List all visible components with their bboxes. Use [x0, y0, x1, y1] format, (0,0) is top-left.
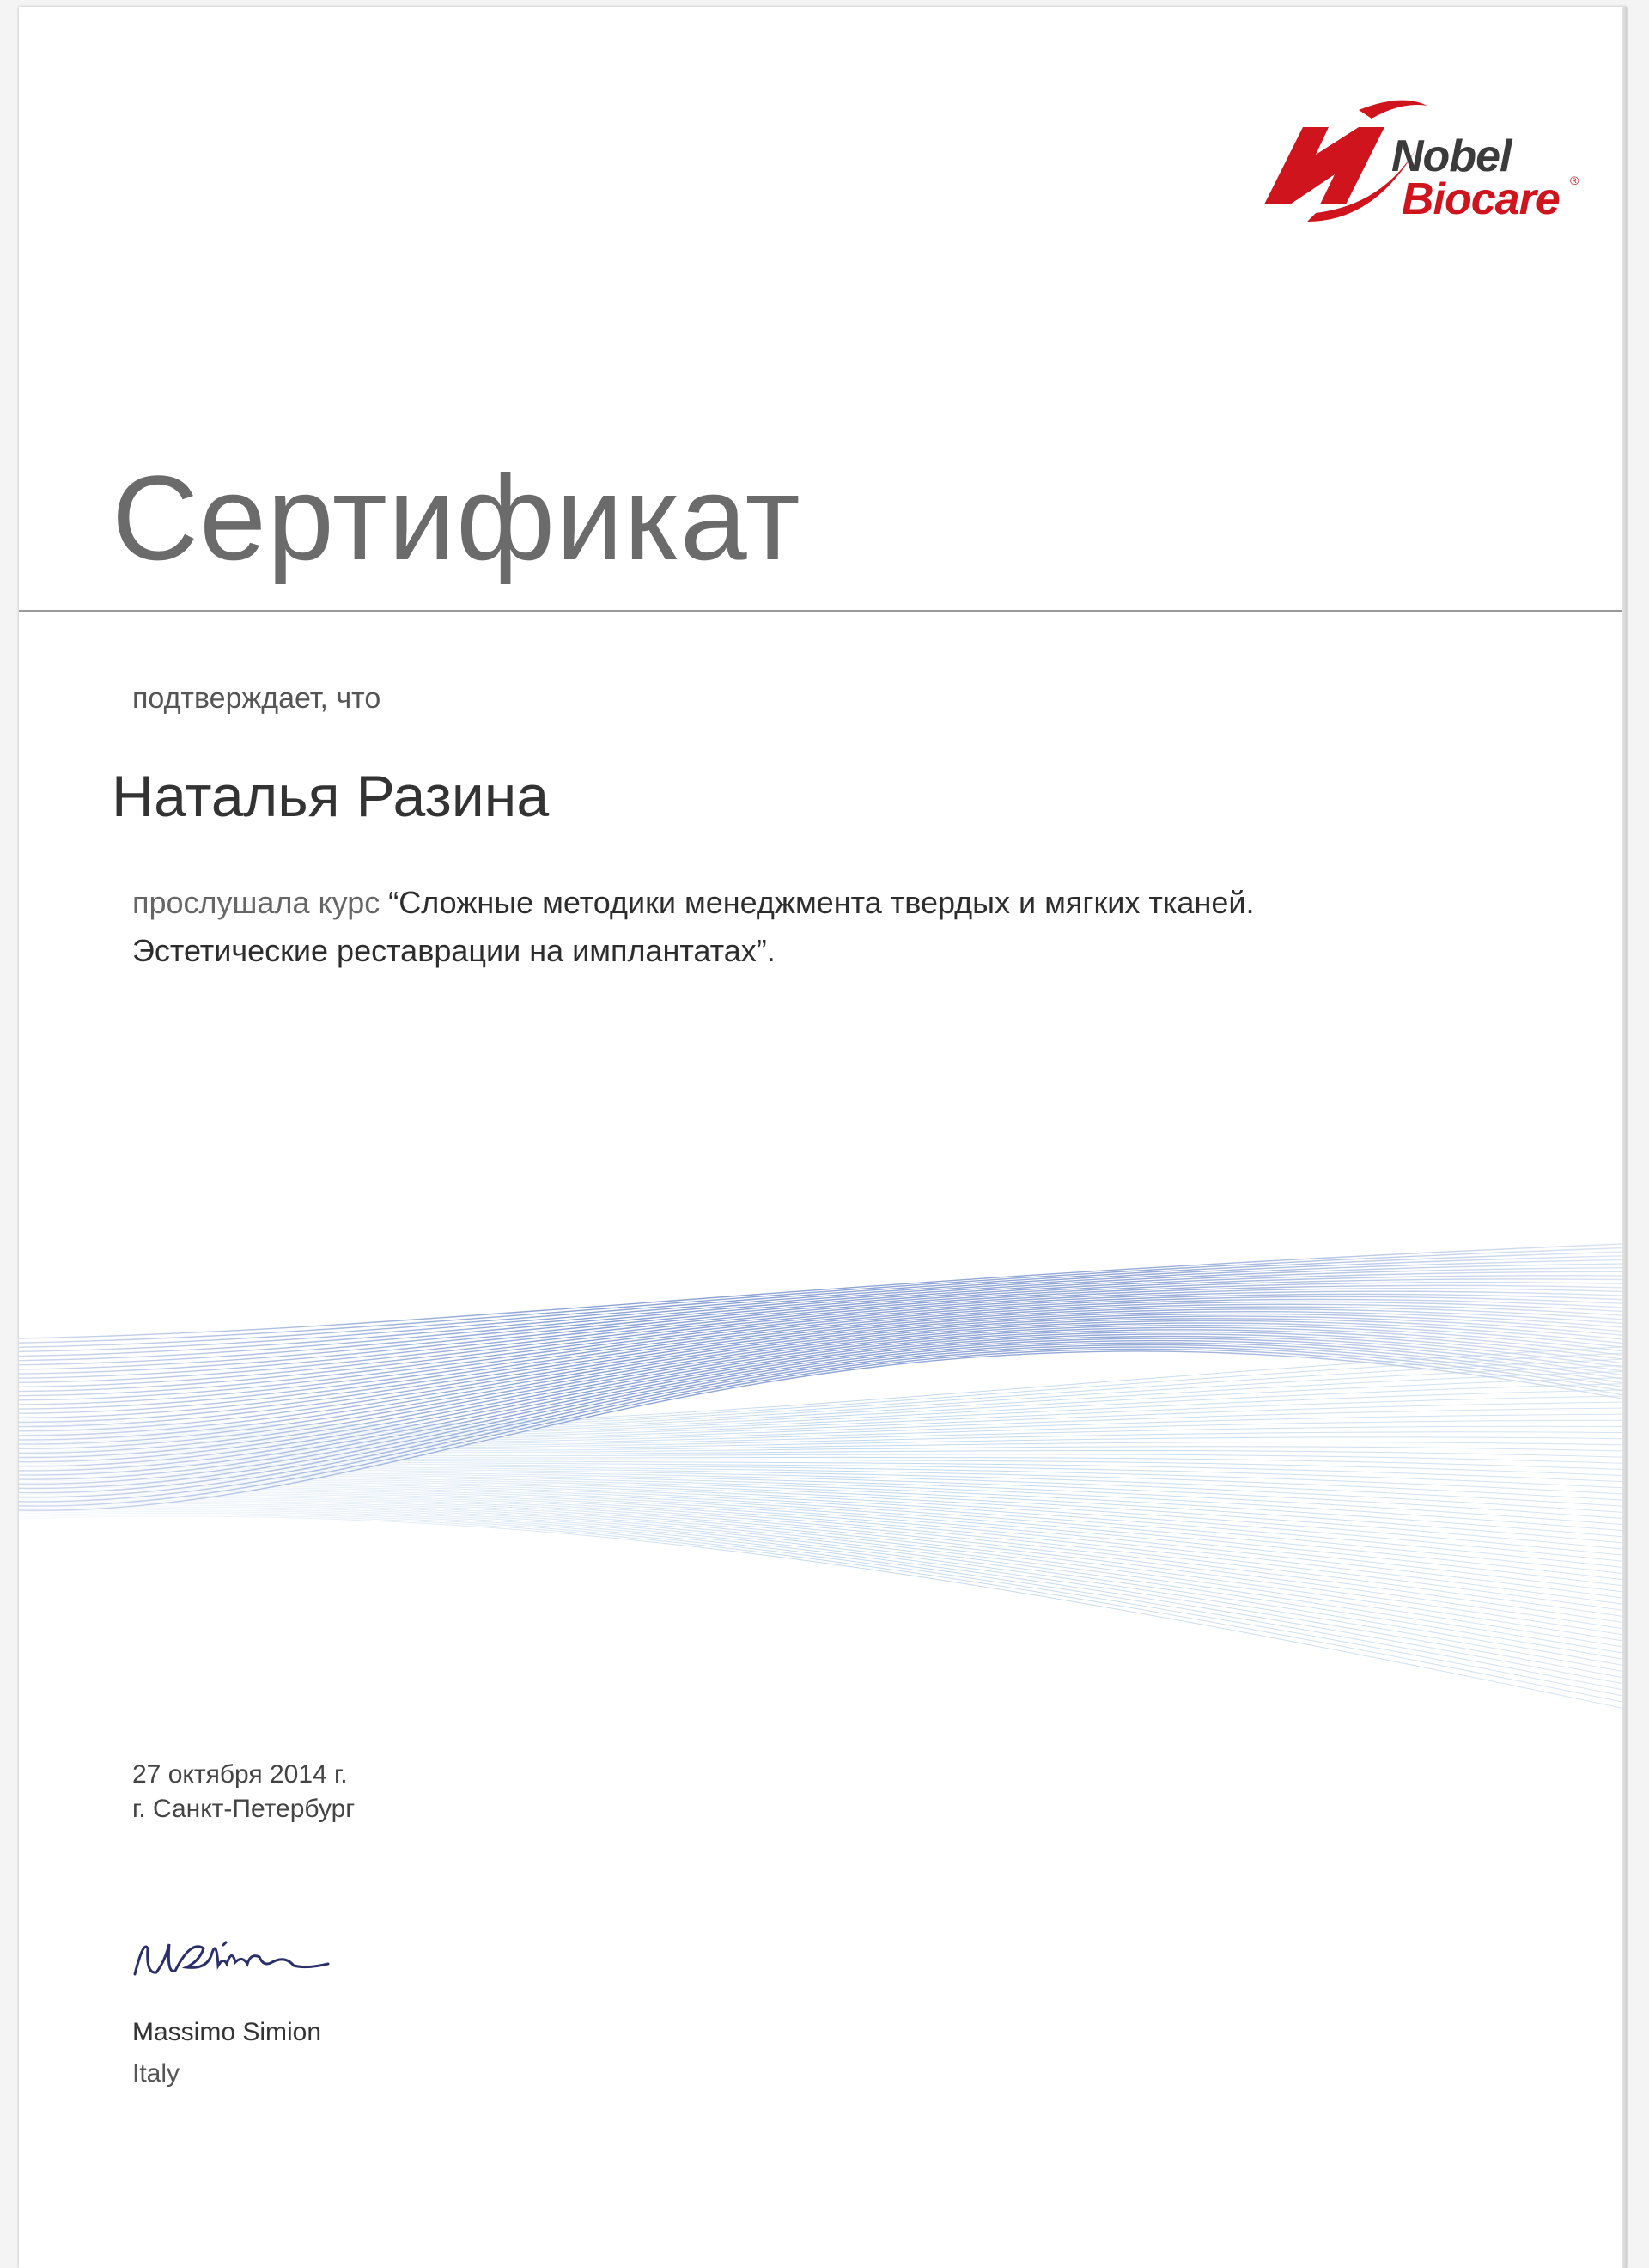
brand-name-line2: Biocare: [1402, 174, 1560, 224]
wave-line: [19, 1510, 1622, 1684]
issue-city: г. Санкт-Петербург: [132, 1795, 356, 1823]
confirms-text: подтверждает, что: [132, 682, 381, 715]
signatory-name: Massimo Simion: [132, 2018, 322, 2046]
course-title-line2: Эстетические реставрации на имплантатах”.: [132, 933, 776, 968]
wave-line: [19, 1499, 1622, 1641]
wave-line: [19, 1503, 1622, 1659]
certificate-title: Сертификат: [112, 450, 801, 585]
nobel-biocare-logo: [1256, 93, 1582, 222]
issue-info: [132, 1758, 355, 1826]
course-lead: прослушала курс: [132, 885, 380, 920]
page-edge: [1622, 7, 1627, 2268]
blue-wave-lines-icon: [19, 1227, 1622, 1845]
wave-line: [19, 1365, 1622, 1430]
course-description: [132, 879, 1421, 975]
wave-line: [19, 1505, 1622, 1665]
handwritten-signature-icon: [122, 1914, 362, 2009]
wave-line: [19, 1516, 1622, 1708]
wave-line: [19, 1345, 1622, 1497]
certificate-page: [19, 7, 1627, 2268]
recipient-name: Наталья Разина: [112, 764, 550, 829]
title-divider: [19, 610, 1622, 612]
signatory-country: Italy: [132, 2059, 180, 2088]
registered-mark: ®: [1570, 174, 1579, 187]
wave-line: [19, 1509, 1622, 1678]
wave-line: [19, 1507, 1622, 1671]
signatory-block: [132, 2012, 321, 2094]
wave-line: [19, 1323, 1622, 1453]
course-title-line1: “Сложные методики менеджмента твердых и мягких тканей.: [388, 885, 1255, 920]
brand-name-line1: Nobel: [1391, 131, 1512, 181]
issue-date: 27 октября 2014 г.: [132, 1760, 348, 1789]
wave-line: [19, 1484, 1622, 1585]
